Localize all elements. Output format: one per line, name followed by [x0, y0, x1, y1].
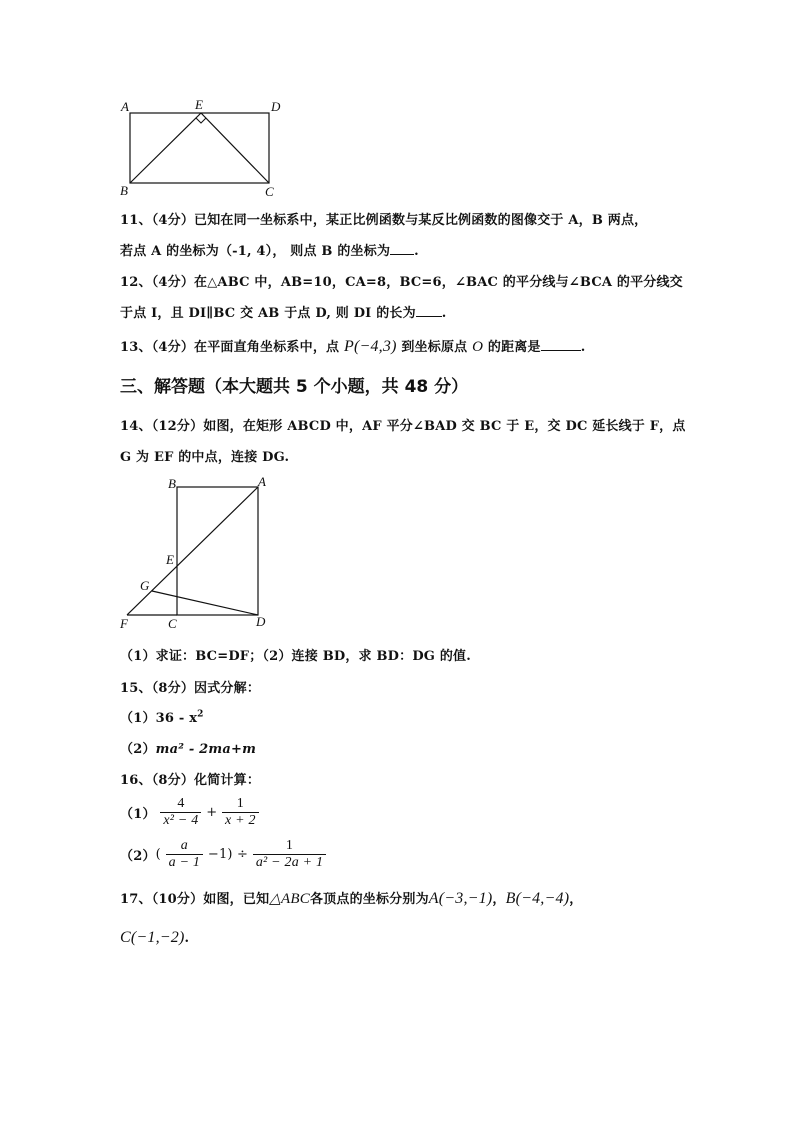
q13-point: P(−4,3): [343, 338, 397, 355]
q16-part2-fraction2-numerator: 1: [253, 838, 326, 855]
q14-line2: G 为 EF 的中点，连接 DG.: [120, 450, 290, 465]
q16-part2-fraction1-numerator: a: [166, 838, 203, 855]
q15-part2: [120, 738, 256, 757]
q17-separator-2: ，: [569, 892, 583, 907]
q16-part2-fraction1: [166, 838, 203, 871]
q17-point-c: C(−1,−2): [120, 929, 185, 946]
fig1-right-angle-mark: [196, 118, 206, 123]
fig2-label-b: B: [168, 476, 176, 491]
q17-point-b: B(−4,−4): [505, 890, 570, 907]
q17-prefix: 17、（10分）如图，已知: [120, 892, 270, 907]
q17-triangle: △ABC: [269, 891, 310, 907]
figure-rectangle-bacd-fgde: [115, 472, 285, 634]
q11-answer-blank[interactable]: [390, 242, 414, 255]
q12-answer-blank[interactable]: [416, 304, 442, 317]
q17-end: .: [184, 931, 190, 946]
q17-line2: [120, 929, 189, 947]
q13-line: 13、（4分）在平面直角坐标系中，点 P(−4,3) 到坐标原点 O 的距离是 .: [120, 338, 586, 355]
q14-parts: （1）求证：BC=DF；（2）连接 BD，求 BD：DG 的值.: [120, 649, 471, 664]
fig1-label-a: A: [121, 99, 129, 114]
q13-prefix: 13、（4分）在平面直角坐标系中，点: [120, 340, 340, 355]
fig2-label-f: F: [120, 616, 128, 631]
q13-answer-blank[interactable]: [541, 338, 581, 351]
q16-part2-minus-divide: −1) ÷: [207, 847, 249, 862]
q17-point-a: A(−3,−1): [428, 890, 493, 907]
q15-part1-label: （1）: [120, 711, 156, 726]
q12-line2-text: 于点 I，且 DI∥BC 交 AB 于点 D, 则 DI 的长为: [120, 306, 416, 321]
q16-part2: [120, 838, 326, 871]
q16-part1-fraction1-denominator: x² − 4: [163, 813, 199, 828]
fig2-label-c: C: [168, 616, 177, 631]
fig1-segment-ec: [201, 113, 269, 183]
q15-part1-expr: 36 - x: [155, 711, 198, 726]
q11-line2-text: 若点 A 的坐标为（-1, 4）， 则点 B 的坐标为: [120, 244, 391, 259]
q16-part2-fraction2-denominator: a² − 2a + 1: [255, 855, 324, 870]
fig1-label-b: B: [120, 183, 128, 198]
fig2-label-g: G: [140, 578, 150, 593]
fig2-label-a: A: [258, 474, 266, 489]
q15-part1-exponent: 2: [197, 709, 204, 720]
q16-part2-fraction2: [253, 838, 326, 871]
q12-line1: 12、（4分）在△ABC 中，AB=10，CA=8，BC=6，∠BAC 的平分线与∠BCA 的平分线交: [120, 275, 683, 290]
section-3-heading: 三、解答题（本大题共 5 个小题，共 48 分）: [120, 377, 469, 397]
q13-middle: 到坐标原点: [401, 340, 468, 355]
q16-part1-fraction1: [160, 796, 201, 829]
fig2-segment-gd: [152, 591, 258, 615]
fig1-label-e: E: [195, 97, 203, 112]
q13-suffix: 的距离是: [487, 340, 541, 355]
q16-part1-fraction1-numerator: 4: [160, 796, 201, 813]
q16-part2-fraction1-denominator: a − 1: [168, 855, 201, 870]
fig1-rectangle: [130, 113, 269, 183]
q17-line1: [120, 888, 582, 908]
fig2-label-e: E: [166, 552, 174, 567]
q16-part1-operator: +: [206, 805, 218, 820]
q11-line1: 11、（4分）已知在同一坐标系中，某正比例函数与某反比例函数的图像交于 A，B 两点，: [120, 213, 648, 228]
q16-part2-open-paren: (: [155, 847, 161, 862]
fig2-label-d: D: [256, 614, 266, 629]
q17-separator: ，: [492, 892, 506, 907]
figure-rectangle-abcd-e: [115, 96, 285, 200]
fig1-label-d: D: [271, 99, 281, 114]
q16-part2-label: （2）: [120, 849, 156, 864]
q17-middle: 各顶点的坐标分别为: [309, 892, 429, 907]
fig2-rectangle: [177, 487, 258, 615]
q16-part1-fraction2-denominator: x + 2: [225, 813, 256, 828]
q16-title: 16、（8分）化简计算：: [120, 773, 261, 788]
q16-part1-fraction2: [222, 796, 259, 829]
q16-part1-fraction2-numerator: 1: [222, 796, 259, 813]
q16-part1-label: （1）: [120, 807, 156, 822]
fig1-segment-be: [130, 113, 201, 183]
q16-part1: [120, 796, 259, 829]
q15-part1: [120, 707, 204, 726]
q15-part2-label: （2）: [120, 742, 156, 757]
q12-line2: 于点 I，且 DI∥BC 交 AB 于点 D, 则 DI 的长为 .: [120, 306, 447, 321]
q15-title: 15、（8分）因式分解：: [120, 681, 261, 696]
q13-origin: O: [472, 339, 484, 355]
q15-part2-expr: ma² - 2ma+m: [155, 742, 257, 757]
fig2-segment-af: [127, 487, 258, 615]
fig1-label-c: C: [265, 184, 274, 199]
q11-line2: 若点 A 的坐标为（-1, 4）， 则点 B 的坐标为 .: [120, 244, 419, 259]
q14-line1: 14、（12分）如图，在矩形 ABCD 中，AF 平分∠BAD 交 BC 于 E，交 DC 延长线于 F，点: [120, 419, 686, 434]
